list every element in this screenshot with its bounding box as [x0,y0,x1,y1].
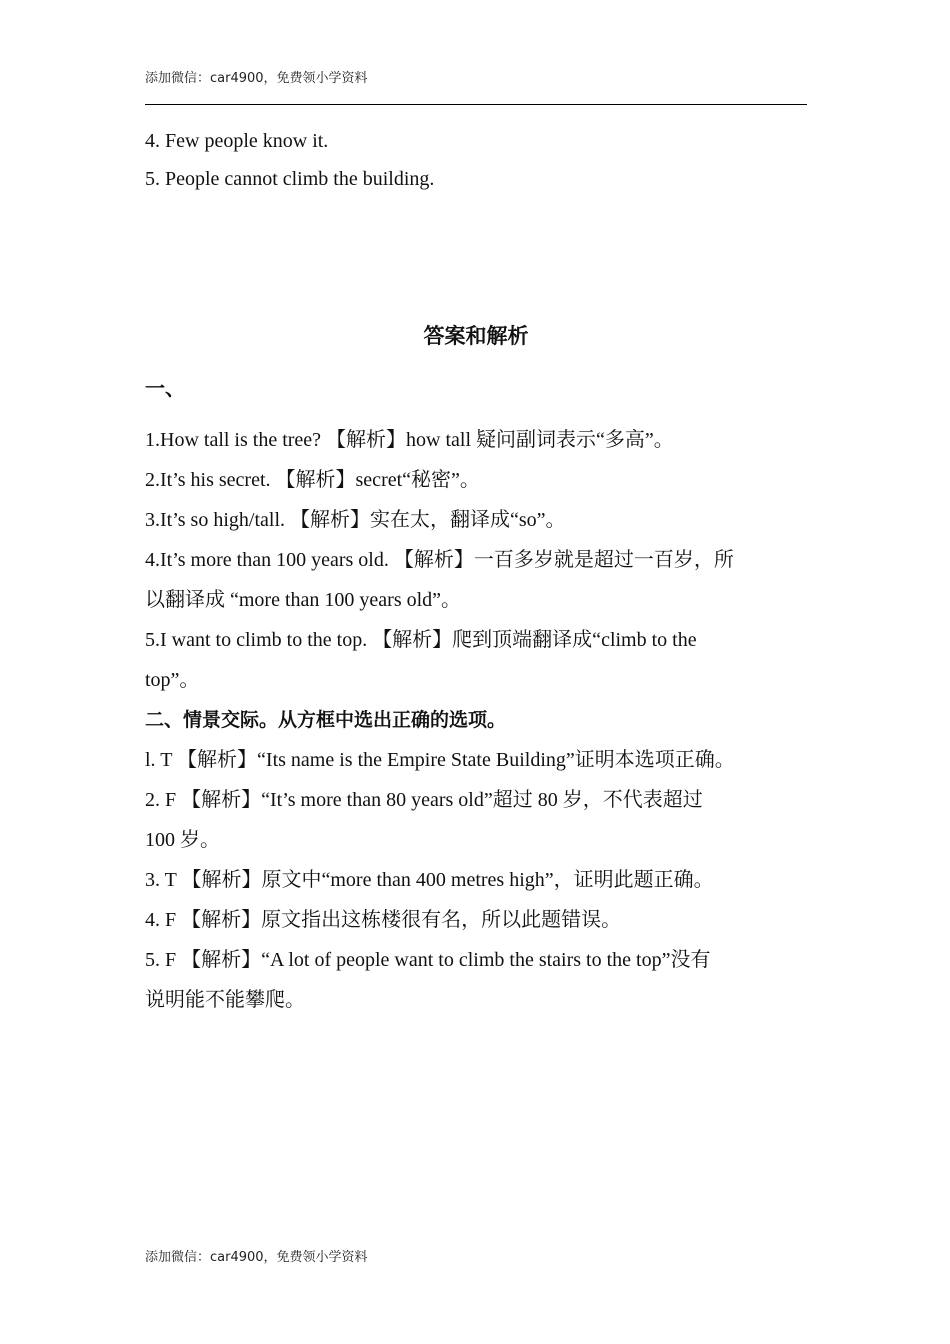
answer-line: 5. F 【解析】“A lot of people want to climb the stairs to the top”没有 [145,949,711,971]
header-divider [145,104,807,105]
answer-line: 3.It’s so high/tall. 【解析】实在太，翻译成“so”。 [145,509,566,531]
answer-line: 以翻译成 “more than 100 years old”。 [145,589,462,611]
answer-line: top”。 [145,669,200,691]
answers-title: 答案和解析 [423,324,529,348]
section-2-answers [145,740,807,1020]
spacer [145,198,807,316]
footer-note: 添加微信：car4900，免费领小学资料 [145,1250,368,1265]
section-1-heading: 一、 [145,376,185,400]
answer-line: 100 岁。 [145,829,220,851]
answer-line: 2.It’s his secret. 【解析】secret“秘密”。 [145,469,480,491]
section-2-heading: 二、情景交际。从方框中选出正确的选项。 [145,709,507,731]
statement-4: 4. Few people know it. [145,130,329,152]
answer-line: 2. F 【解析】“It’s more than 80 years old”超过 80 岁，不代表超过 [145,789,703,811]
answer-line: 1.How tall is the tree? 【解析】how tall 疑问副词表示“多高”。 [145,429,674,451]
answer-line: 4. F 【解析】原文指出这栋楼很有名，所以此题错误。 [145,909,622,931]
section-1-answers [145,420,807,700]
answer-line: 3. T 【解析】原文中“more than 400 metres high”，证明此题正确。 [145,869,714,891]
answer-line: l. T 【解析】“Its name is the Empire State Building”证明本选项正确。 [145,749,735,771]
answer-line: 5.I want to climb to the top. 【解析】爬到顶端翻译成“climb to the [145,629,697,651]
header-note: 添加微信：car4900，免费领小学资料 [145,71,368,86]
statement-5: 5. People cannot climb the building. [145,168,435,190]
answer-line: 说明能不能攀爬。 [145,989,305,1011]
answer-line: 4.It’s more than 100 years old. 【解析】一百多岁就是超过一百岁，所 [145,549,734,571]
document-body [145,122,807,1020]
